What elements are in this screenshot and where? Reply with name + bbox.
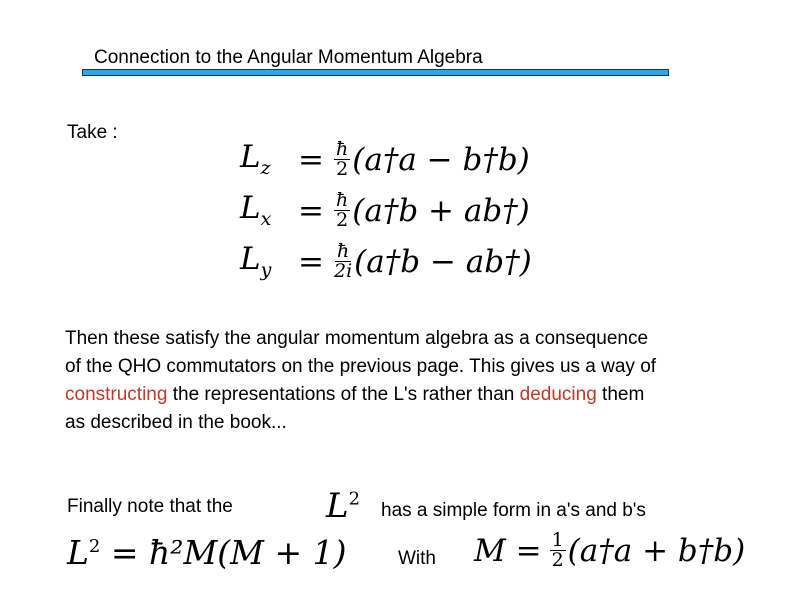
equation-ly: $L_y$ = $\frac{ħ}{2i}$ (a†b − ab†): [240, 240, 532, 282]
take-label: Take :: [67, 122, 118, 143]
fraction: $\frac{ħ}{2i}$: [334, 240, 353, 282]
fraction: $\frac{ħ}{2}$: [336, 189, 349, 231]
with-label: With: [398, 548, 436, 569]
lhs: $L_z$: [240, 139, 271, 180]
equation-lx: $L_x$ = $\frac{ħ}{2}$ (a†b + ab†): [240, 189, 530, 231]
operator-equations: [240, 134, 532, 287]
has-form-text: has a simple form in a's and b's: [381, 500, 646, 521]
l-squared-symbol: $L^2$: [326, 486, 361, 526]
lhs: $L_y$: [240, 241, 272, 282]
finally-text: Finally note that the: [67, 496, 233, 517]
slide-title: Connection to the Angular Momentum Algebra: [94, 47, 483, 68]
highlight-constructing: constructing: [65, 384, 168, 405]
title-underline-bar: [82, 69, 669, 76]
rhs: (a†a − b†b): [352, 141, 530, 178]
rhs: (a†b − ab†): [354, 243, 532, 280]
fraction: $\frac{1}{2}$: [551, 529, 564, 571]
equation-lz: $L_z$ = $\frac{ħ}{2}$ (a†a − b†b): [240, 138, 530, 180]
m-equation: M = $\frac{1}{2}$ (a†a + b†b): [474, 529, 746, 571]
explanation-paragraph: Then these satisfy the angular momentum algebra as a consequence of the QHO commutators on the previous page. This gives us a way of constructing the representations of the L's rather than deducing them as described in the book...: [65, 328, 657, 433]
lhs: $L_x$: [240, 190, 272, 231]
rhs: (a†b + ab†): [352, 192, 530, 229]
highlight-deducing: deducing: [519, 384, 597, 405]
l-squared-equation: $L^2$ = ħ²M(M + 1): [67, 533, 347, 572]
fraction: $\frac{ħ}{2}$: [336, 138, 349, 180]
